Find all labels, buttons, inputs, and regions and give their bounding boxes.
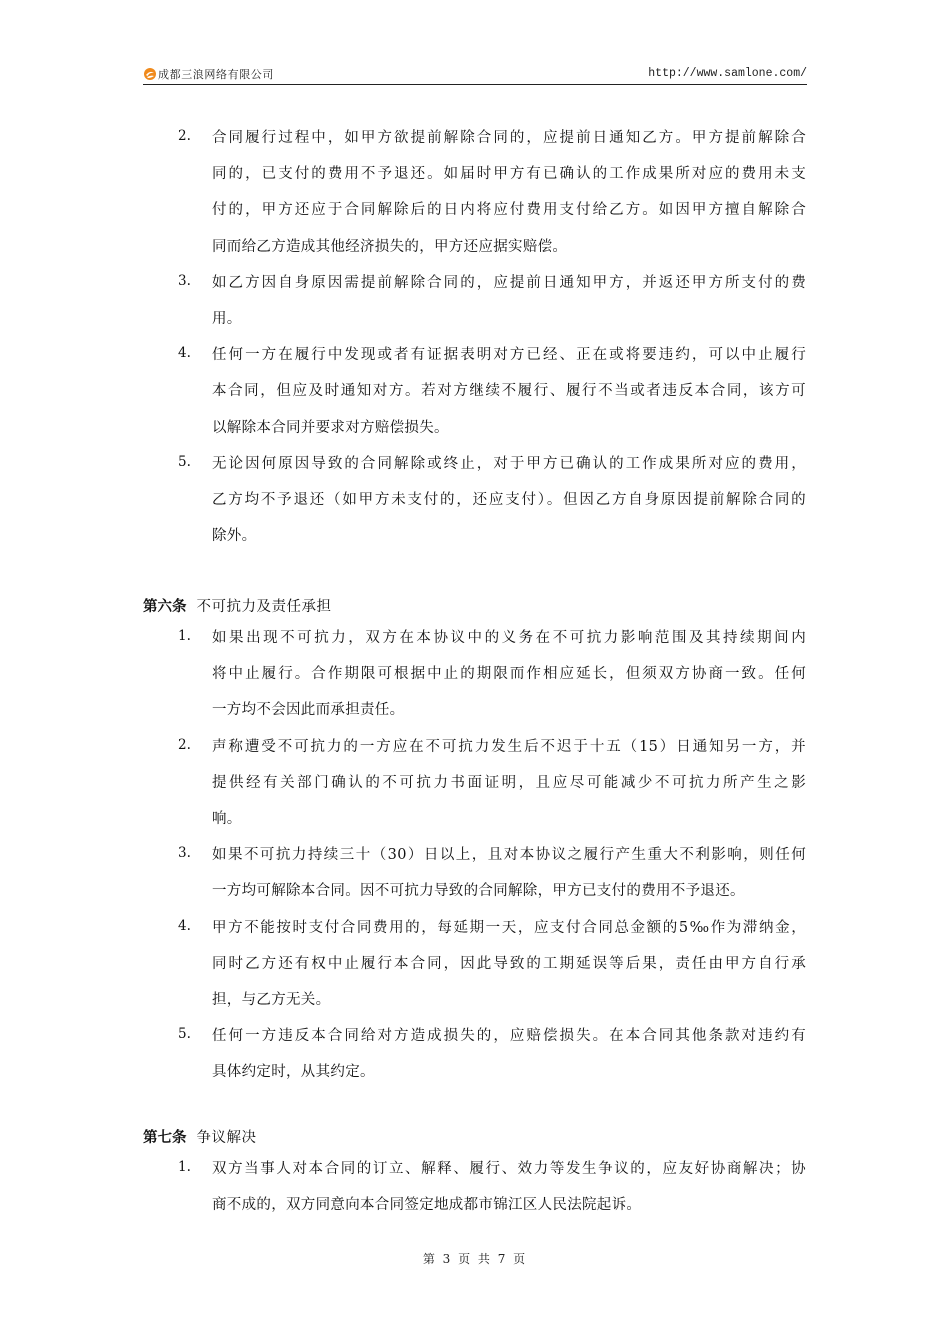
section-label: 第六条 bbox=[143, 599, 187, 615]
section-heading bbox=[143, 1126, 257, 1147]
list-item-text-line: 合同履行过程中，如甲方欲提前解除合同的，应提前日通知乙方。甲方提前解除合 bbox=[212, 130, 806, 146]
list-item-text-line: 任何一方在履行中发现或者有证据表明对方已经、正在或将要违约，可以中止履行 bbox=[212, 347, 806, 364]
page-number: 第 3 页 共 7 页 bbox=[422, 1252, 528, 1266]
list-item-text-line: 一方均不会因此而承担责任。 bbox=[212, 702, 405, 719]
section-label: 第七条 bbox=[143, 1130, 187, 1146]
list-item-text-line: 双方当事人对本合同的订立、解释、履行、效力等发生争议的，应友好协商解决；协 bbox=[212, 1161, 806, 1177]
list-item-number: 1. bbox=[178, 1159, 191, 1175]
list-item-number: 5. bbox=[178, 1026, 191, 1043]
company-logo-icon bbox=[143, 67, 157, 81]
company-name: 成都三浪网络有限公司 bbox=[158, 68, 274, 81]
list-item-text-line: 同时乙方还有权中止履行本合同，因此导致的工期延误等后果，责任由甲方自行承 bbox=[212, 955, 806, 972]
page-header bbox=[143, 64, 807, 85]
list-item-text-line: 如乙方因自身原因需提前解除合同的，应提前日通知甲方，并返还甲方所支付的费 bbox=[212, 274, 806, 291]
list-item-text-line: 付的，甲方还应于合同解除后的日内将应付费用支付给乙方。如因甲方擅自解除合 bbox=[212, 202, 806, 219]
list-item-text-line: 甲方不能按时支付合同费用的，每延期一天，应支付合同总金额的5‰作为滞纳金， bbox=[212, 919, 806, 936]
list-item-number: 1. bbox=[178, 628, 191, 644]
list-item-text-line: 无论因何原因导致的合同解除或终止，对于甲方已确认的工作成果所对应的费用， bbox=[212, 455, 806, 472]
list-item-text-line: 将中止履行。合作期限可根据中止的期限而作相应延长，但须双方协商一致。任何 bbox=[212, 666, 806, 683]
list-item-text-line: 一方均可解除本合同。因不可抗力导致的合同解除，甲方已支付的费用不予退还。 bbox=[212, 883, 745, 900]
company-url: http://www.samlone.com/ bbox=[648, 67, 807, 80]
list-item-text-line: 担，与乙方无关。 bbox=[212, 992, 331, 1008]
list-item-text-line: 提供经有关部门确认的不可抗力书面证明，且应尽可能减少不可抗力所产生之影 bbox=[212, 774, 806, 791]
list-item-text-line: 具体约定时，从其约定。 bbox=[212, 1064, 375, 1081]
section-heading bbox=[143, 595, 332, 616]
section-name: 不可抗力及责任承担 bbox=[196, 599, 332, 615]
list-item-number: 4. bbox=[178, 917, 191, 934]
list-item-text-line: 商不成的，双方同意向本合同签定地成都市锦江区人民法院起诉。 bbox=[212, 1197, 642, 1214]
list-item-text-line: 本合同，但应及时通知对方。若对方继续不履行、履行不当或者违反本合同，该方可 bbox=[212, 383, 806, 400]
list-item-text-line: 乙方均不予退还（如甲方未支付的，还应支付）。但因乙方自身原因提前解除合同的 bbox=[212, 492, 806, 508]
company-brand bbox=[143, 66, 274, 82]
list-item-number: 4. bbox=[178, 345, 191, 362]
list-item-text-line: 如果不可抗力持续三十（30）日以上，且对本协议之履行产生重大不利影响，则任何 bbox=[212, 847, 806, 864]
list-item-text-line: 声称遭受不可抗力的一方应在不可抗力发生后不迟于十五（15）日通知另一方，并 bbox=[212, 738, 806, 755]
list-item-number: 5. bbox=[178, 453, 191, 470]
list-item-text-line: 同而给乙方造成其他经济损失的，甲方还应据实赔偿。 bbox=[212, 238, 568, 255]
list-item-text-line: 如果出现不可抗力，双方在本协议中的义务在不可抗力影响范围及其持续期间内 bbox=[212, 630, 806, 646]
list-item-text-line: 用。 bbox=[212, 311, 242, 327]
list-item-number: 2. bbox=[178, 128, 191, 144]
list-item-text-line: 除外。 bbox=[212, 528, 257, 545]
list-item-number: 3. bbox=[178, 272, 191, 289]
list-item-number: 3. bbox=[178, 845, 191, 862]
list-item-text-line: 响。 bbox=[212, 811, 242, 827]
list-item-text-line: 任何一方违反本合同给对方造成损失的，应赔偿损失。在本合同其他条款对违约有 bbox=[212, 1028, 806, 1045]
section-name: 争议解决 bbox=[196, 1130, 257, 1146]
list-item-text-line: 同的，已支付的费用不予退还。如届时甲方有已确认的工作成果所对应的费用未支 bbox=[212, 166, 806, 183]
list-item-text-line: 以解除本合同并要求对方赔偿损失。 bbox=[212, 419, 449, 436]
list-item-number: 2. bbox=[178, 736, 191, 753]
